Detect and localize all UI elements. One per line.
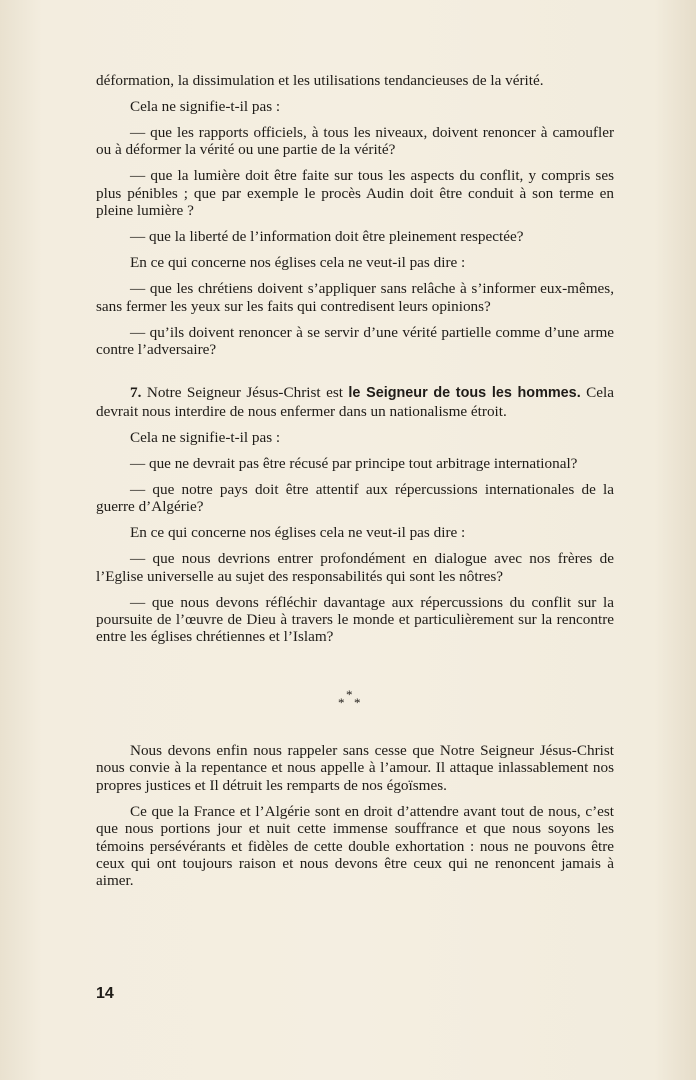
section-7-paragraph bbox=[96, 384, 614, 420]
paragraph-final-2: Ce que la France et l’Algérie sont en droit d’attendre avant tout de nous, c’est que nous portions jour et nuit cette immense souffrance et que nous soyons les témoins persévérants et fidèles de cette double exhortation : nous ne pouvons être ceux qui ont toujours raison et nous devons être ceux qui ne renoncent jamais à aimer. bbox=[96, 802, 614, 890]
separator-star: * bbox=[338, 694, 345, 710]
paragraph-item-official-reports: — que les rapports officiels, à tous les niveaux, doivent renoncer à camoufler ou à déformer la vérité ou une partie de la vérité? bbox=[96, 124, 614, 159]
section-rest: Cela devrait nous interdire de nous enfermer dans un nationalisme étroit. bbox=[96, 384, 614, 420]
paragraph-item-freedom-information: — que la liberté de l’information doit être pleinement respectée? bbox=[130, 228, 524, 246]
paragraph-question-intro: Cela ne signifie-t-il pas : bbox=[130, 98, 281, 115]
page-number: 14 bbox=[96, 985, 114, 1002]
paragraph-question-intro-2: Cela ne signifie-t-il pas : bbox=[130, 428, 281, 446]
paragraph-churches-intro: En ce qui concerne nos églises cela ne veut-il pas dire : bbox=[130, 254, 466, 272]
asterism-separator bbox=[96, 674, 614, 720]
paragraph-item-repercussions: — que notre pays doit être attentif aux répercussions internationales de la guerre d’Algérie? bbox=[96, 480, 614, 516]
paragraph-item-reflect: — que nous devons réfléchir davantage aux répercussions du conflit sur la poursuite de l’œuvre de Dieu à travers le monde et particulièrement sur la rencontre entre les églises chrétiennes et l’Islam? bbox=[96, 593, 614, 646]
section-number: 7. bbox=[130, 384, 142, 402]
body-text bbox=[96, 72, 614, 898]
section-emphasis: le Seigneur de tous les hommes. bbox=[348, 385, 581, 402]
paragraph-churches-intro-2: En ce qui concerne nos églises cela ne veut-il pas dire : bbox=[130, 524, 466, 542]
paragraph-item-dialogue: — que nous devrions entrer profondément en dialogue avec nos frères de l’Eglise universelle au sujet des responsabilités qui sont les nôtres? bbox=[96, 550, 614, 585]
paragraph-item-light-on-conflict: — que la lumière doit être faite sur tous les aspects du conflit, y compris ses plus pénibles ; que par exemple le procès Audin doit être conduit à son terme en pleine lumière ? bbox=[96, 167, 614, 220]
paragraph-item-christians-inform: — que les chrétiens doivent s’appliquer sans relâche à s’informer eux-mêmes, sans fermer les yeux sur les faits qui contredisent leurs opinions? bbox=[96, 280, 614, 315]
paragraph-continuation: déformation, la dissimulation et les utilisations tendancieuses de la vérité. bbox=[96, 72, 544, 89]
separator-star: * bbox=[354, 694, 361, 710]
paragraph-item-arbitration: — que ne devrait pas être récusé par principe tout arbitrage international? bbox=[130, 454, 578, 472]
separator-star: * bbox=[346, 686, 353, 702]
paragraph-final-1: Nous devons enfin nous rappeler sans cesse que Notre Seigneur Jésus-Christ nous convie à la repentance et nous appelle à l’amour. Il attaque inlassablement nos propres justices et Il détruit les remparts de nos égoïsmes. bbox=[96, 741, 614, 794]
paragraph-item-partial-truth: — qu’ils doivent renoncer à se servir d’une vérité partielle comme d’une arme contre l’adversaire? bbox=[96, 323, 614, 359]
section-lead: Notre Seigneur Jésus-Christ est bbox=[141, 384, 349, 402]
